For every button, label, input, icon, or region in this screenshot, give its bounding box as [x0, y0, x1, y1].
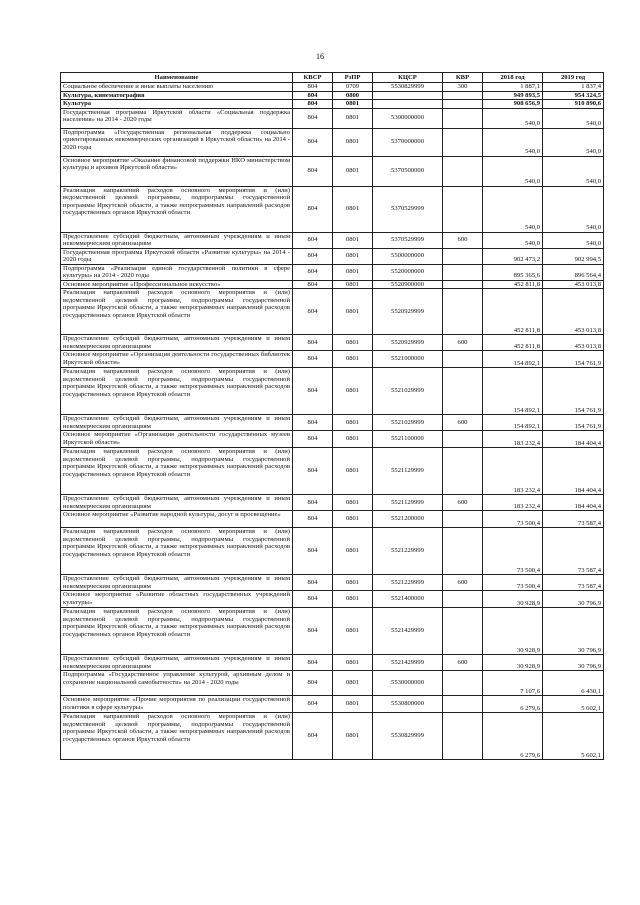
table-row [61, 511, 604, 528]
row-rzpr-cell: 0801 [333, 264, 373, 280]
row-name-cell: Реализация направлений расходов основного мероприятия и (или) ведомственной целевой программы, подпрограммы государственной программы Иркутской области, а также непрограммных направлений расходов государственных органов Иркутской области [61, 448, 293, 495]
row-rzpr-cell: 0801 [333, 248, 373, 264]
row-2019-cell: 30 796,9 [543, 591, 604, 608]
row-kcsr-cell: 5521029999 [373, 368, 443, 415]
row-kvr-cell: 600 [443, 335, 483, 351]
row-name-cell: Реализация направлений расходов основного мероприятия и (или) ведомственной целевой программы, подпрограммы государственной программы Иркутской области, а также непрограммных направлений расходов государственных органов Иркутской области [61, 528, 293, 575]
row-kvr-cell [443, 511, 483, 528]
row-name-cell: Реализация направлений расходов основного мероприятия и (или) ведомственной целевой программы, подпрограммы государственной программы Иркутской области, а также непрограммных направлений расходов государственных органов Иркутской области [61, 289, 293, 335]
row-rzpr-cell: 0709 [333, 83, 373, 92]
row-name-cell: Реализация направлений расходов основного мероприятия и (или) ведомственной целевой программы, подпрограммы государственной программы Иркутской области, а также непрограммных направлений расходов государственных органов Иркутской области [61, 713, 293, 760]
table-row [61, 248, 604, 264]
row-rzpr-cell: 0801 [333, 335, 373, 351]
column-header-kcsr: КЦСР [373, 73, 443, 83]
row-kcsr-cell: 5370529999 [373, 232, 443, 248]
row-2019-cell: 6 430,1 [543, 671, 604, 696]
row-kvr-cell [443, 91, 483, 100]
row-name-cell: Основное мероприятие «Прочие мероприятия по реализации государственной политики в сфере культуры» [61, 696, 293, 713]
table-row [61, 713, 604, 760]
row-2019-cell: 453 013,8 [543, 289, 604, 335]
row-2019-cell: 1 837,4 [543, 83, 604, 92]
row-rzpr-cell: 0801 [333, 156, 373, 186]
row-rzpr-cell: 0800 [333, 91, 373, 100]
row-kvsr-cell: 804 [293, 608, 333, 655]
row-kvsr-cell: 804 [293, 100, 333, 109]
row-2018-cell: 30 928,9 [483, 608, 543, 655]
row-kvsr-cell: 804 [293, 232, 333, 248]
row-kvsr-cell: 804 [293, 495, 333, 511]
row-kvsr-cell: 804 [293, 351, 333, 368]
row-2018-cell: 452 811,8 [483, 289, 543, 335]
row-kvr-cell [443, 156, 483, 186]
row-name-cell: Основное мероприятие «Развитие народной культуры, досуг и просвещение» [61, 511, 293, 528]
row-kcsr-cell: 5370000000 [373, 128, 443, 156]
row-rzpr-cell: 0801 [333, 100, 373, 109]
row-kcsr-cell [373, 91, 443, 100]
row-kcsr-cell: 5521229999 [373, 575, 443, 591]
column-header-kvsr: КВСР [293, 73, 333, 83]
row-kcsr-cell: 5520000000 [373, 264, 443, 280]
row-2018-cell: 154 892,1 [483, 415, 543, 431]
row-rzpr-cell: 0801 [333, 431, 373, 448]
row-name-cell: Государственная программа Иркутской области «Развитие культуры» на 2014 - 2020 годы [61, 248, 293, 264]
row-2019-cell: 540,0 [543, 108, 604, 128]
row-kvr-cell: 600 [443, 232, 483, 248]
row-rzpr-cell: 0801 [333, 671, 373, 696]
row-2018-cell: 6 279,6 [483, 713, 543, 760]
row-kvr-cell [443, 186, 483, 232]
row-name-cell: Основное мероприятие «Оказание финансовой поддержки НКО министерством культуры и архивов Иркутской области» [61, 156, 293, 186]
row-kcsr-cell: 5530829999 [373, 83, 443, 92]
row-2018-cell: 183 232,4 [483, 431, 543, 448]
column-header-2019: 2019 год [543, 73, 604, 83]
row-rzpr-cell: 0801 [333, 368, 373, 415]
row-rzpr-cell: 0801 [333, 108, 373, 128]
row-kcsr-cell: 5520900000 [373, 280, 443, 289]
row-kvsr-cell: 804 [293, 415, 333, 431]
row-kvr-cell [443, 100, 483, 109]
row-kvsr-cell: 804 [293, 83, 333, 92]
row-kcsr-cell: 5300000000 [373, 108, 443, 128]
column-header-2018: 2018 год [483, 73, 543, 83]
row-name-cell: Основное мероприятие «Организация деятельности государственных библиотек Иркутской области» [61, 351, 293, 368]
table-row [61, 280, 604, 289]
row-kvr-cell [443, 713, 483, 760]
row-name-cell: Предоставление субсидий бюджетным, автономным учреждениям и иным некоммерческим организациям [61, 495, 293, 511]
page-number: 16 [316, 52, 324, 61]
row-2018-cell: 452 811,8 [483, 335, 543, 351]
row-kcsr-cell: 5521100000 [373, 431, 443, 448]
row-kcsr-cell: 5521229999 [373, 528, 443, 575]
row-kvr-cell: 600 [443, 575, 483, 591]
row-kvsr-cell: 804 [293, 511, 333, 528]
row-kvsr-cell: 804 [293, 713, 333, 760]
row-kvsr-cell: 804 [293, 575, 333, 591]
row-2018-cell: 540,0 [483, 156, 543, 186]
row-2019-cell: 5 602,1 [543, 696, 604, 713]
row-2019-cell: 154 761,9 [543, 368, 604, 415]
row-kvr-cell: 600 [443, 495, 483, 511]
table-row [61, 289, 604, 335]
row-kvr-cell [443, 608, 483, 655]
row-kvsr-cell: 804 [293, 248, 333, 264]
row-2019-cell: 73 587,4 [543, 575, 604, 591]
row-2019-cell: 184 404,4 [543, 448, 604, 495]
row-rzpr-cell: 0801 [333, 232, 373, 248]
row-kcsr-cell: 5521429999 [373, 608, 443, 655]
row-2018-cell: 30 928,9 [483, 655, 543, 671]
row-kvsr-cell: 804 [293, 289, 333, 335]
row-kvsr-cell: 804 [293, 671, 333, 696]
table-row [61, 495, 604, 511]
row-kvr-cell: 600 [443, 655, 483, 671]
row-name-cell: Социальное обеспечение и иные выплаты населению [61, 83, 293, 92]
table-row [61, 655, 604, 671]
table-row [61, 91, 604, 100]
row-2019-cell: 184 404,4 [543, 431, 604, 448]
row-2019-cell: 540,0 [543, 232, 604, 248]
row-rzpr-cell: 0801 [333, 448, 373, 495]
row-kcsr-cell: 5521129999 [373, 495, 443, 511]
table-row [61, 608, 604, 655]
table-row [61, 100, 604, 109]
table-row [61, 128, 604, 156]
row-kvr-cell [443, 528, 483, 575]
row-2019-cell: 184 404,4 [543, 495, 604, 511]
column-header-name: Наименование [61, 73, 293, 83]
row-kvr-cell [443, 280, 483, 289]
budget-table [60, 72, 604, 760]
row-2018-cell: 452 811,8 [483, 280, 543, 289]
row-name-cell: Подпрограмма «Реализация единой государственной политики в сфере культуры» на 2014 - 2020 годы [61, 264, 293, 280]
row-kvr-cell: 300 [443, 83, 483, 92]
row-kvsr-cell: 804 [293, 431, 333, 448]
table-row [61, 448, 604, 495]
row-rzpr-cell: 0801 [333, 511, 373, 528]
row-2018-cell: 540,0 [483, 128, 543, 156]
row-2019-cell: 5 602,1 [543, 713, 604, 760]
table-row [61, 232, 604, 248]
table-row [61, 108, 604, 128]
row-name-cell: Подпрограмма «Государственная региональная поддержка социально ориентированных некоммерческих организаций в Иркутской области» на 2014 - 2020 годы [61, 128, 293, 156]
row-2018-cell: 6 279,6 [483, 696, 543, 713]
row-kvsr-cell: 804 [293, 696, 333, 713]
row-kvr-cell [443, 289, 483, 335]
row-rzpr-cell: 0801 [333, 495, 373, 511]
row-2018-cell: 540,0 [483, 232, 543, 248]
table-row [61, 415, 604, 431]
row-name-cell: Государственная программа Иркутской области «Социальная поддержка населения» на 2014 - 2020 годы [61, 108, 293, 128]
row-kcsr-cell: 5521400000 [373, 591, 443, 608]
row-2018-cell: 154 892,1 [483, 351, 543, 368]
row-2018-cell: 73 500,4 [483, 511, 543, 528]
row-rzpr-cell: 0801 [333, 289, 373, 335]
table-row [61, 186, 604, 232]
table-row [61, 156, 604, 186]
row-kvsr-cell: 804 [293, 91, 333, 100]
row-rzpr-cell: 0801 [333, 128, 373, 156]
row-name-cell: Предоставление субсидий бюджетным, автономным учреждениям и иным некоммерческим организациям [61, 415, 293, 431]
row-kvr-cell [443, 248, 483, 264]
row-kcsr-cell: 5521029999 [373, 415, 443, 431]
row-2019-cell: 954 324,5 [543, 91, 604, 100]
row-rzpr-cell: 0801 [333, 351, 373, 368]
row-kcsr-cell: 5520929999 [373, 289, 443, 335]
row-name-cell: Основное мероприятие «Организация деятельности государственных музеев Иркутской области» [61, 431, 293, 448]
row-2018-cell: 902 473,2 [483, 248, 543, 264]
row-kcsr-cell: 5500000000 [373, 248, 443, 264]
row-kvr-cell [443, 108, 483, 128]
row-name-cell: Предоставление субсидий бюджетным, автономным учреждениям и иным некоммерческим организациям [61, 232, 293, 248]
row-kvsr-cell: 804 [293, 655, 333, 671]
row-2019-cell: 540,0 [543, 128, 604, 156]
row-2019-cell: 896 564,4 [543, 264, 604, 280]
column-header-kvr: КВР [443, 73, 483, 83]
table-header-row [61, 73, 604, 83]
table-body [61, 83, 604, 760]
row-rzpr-cell: 0801 [333, 713, 373, 760]
row-2019-cell: 453 013,8 [543, 335, 604, 351]
row-kvsr-cell: 804 [293, 368, 333, 415]
row-kvsr-cell: 804 [293, 448, 333, 495]
row-rzpr-cell: 0801 [333, 696, 373, 713]
row-kvr-cell [443, 368, 483, 415]
row-2019-cell: 73 587,4 [543, 528, 604, 575]
row-rzpr-cell: 0801 [333, 608, 373, 655]
row-kcsr-cell: 5521429999 [373, 655, 443, 671]
row-name-cell: Предоставление субсидий бюджетным, автономным учреждениям и иным некоммерческим организациям [61, 575, 293, 591]
row-kcsr-cell: 5370529999 [373, 186, 443, 232]
row-2019-cell: 154 761,9 [543, 415, 604, 431]
row-name-cell: Предоставление субсидий бюджетным, автономным учреждениям и иным некоммерческим организациям [61, 655, 293, 671]
row-2018-cell: 7 107,6 [483, 671, 543, 696]
row-kcsr-cell: 5530800000 [373, 696, 443, 713]
row-name-cell: Предоставление субсидий бюджетным, автономным учреждениям и иным некоммерческим организациям [61, 335, 293, 351]
row-2019-cell: 540,0 [543, 186, 604, 232]
row-kvsr-cell: 804 [293, 280, 333, 289]
row-name-cell: Реализация направлений расходов основного мероприятия и (или) ведомственной целевой программы, подпрограммы государственной программы Иркутской области, а также непрограммных направлений расходов государственных органов Иркутской области [61, 608, 293, 655]
row-kvr-cell [443, 448, 483, 495]
row-2018-cell: 73 500,4 [483, 575, 543, 591]
row-kvr-cell [443, 351, 483, 368]
row-2019-cell: 540,0 [543, 156, 604, 186]
row-rzpr-cell: 0801 [333, 186, 373, 232]
row-kcsr-cell: 5521129999 [373, 448, 443, 495]
row-2018-cell: 183 232,4 [483, 495, 543, 511]
row-kvsr-cell: 804 [293, 128, 333, 156]
row-kcsr-cell: 5370500000 [373, 156, 443, 186]
row-kvsr-cell: 804 [293, 108, 333, 128]
row-2019-cell: 154 761,9 [543, 351, 604, 368]
row-kvr-cell [443, 431, 483, 448]
table-row [61, 528, 604, 575]
row-2019-cell: 73 587,4 [543, 511, 604, 528]
row-kcsr-cell: 5530000000 [373, 671, 443, 696]
row-rzpr-cell: 0801 [333, 591, 373, 608]
row-kvr-cell: 600 [443, 415, 483, 431]
row-2018-cell: 540,0 [483, 186, 543, 232]
row-name-cell: Подпрограмма «Государственное управление культурой, архивным делом и сохранение национальной самобытности» на 2014 - 2020 годы [61, 671, 293, 696]
row-name-cell: Культура, кинематография [61, 91, 293, 100]
table-row [61, 264, 604, 280]
row-kvr-cell [443, 671, 483, 696]
row-name-cell: Реализация направлений расходов основного мероприятия и (или) ведомственной целевой программы, подпрограммы государственной программы Иркутской области, а также непрограммных направлений расходов государственных органов Иркутской области [61, 368, 293, 415]
table-row [61, 335, 604, 351]
row-name-cell: Основное мероприятие «Развитие областных государственных учреждений культуры» [61, 591, 293, 608]
row-2018-cell: 183 232,4 [483, 448, 543, 495]
row-2018-cell: 30 928,9 [483, 591, 543, 608]
row-2019-cell: 453 013,8 [543, 280, 604, 289]
row-2018-cell: 1 887,1 [483, 83, 543, 92]
row-rzpr-cell: 0801 [333, 528, 373, 575]
column-header-rzpr: РзПР [333, 73, 373, 83]
row-rzpr-cell: 0801 [333, 280, 373, 289]
row-2019-cell: 910 890,6 [543, 100, 604, 109]
row-kcsr-cell [373, 100, 443, 109]
table-row [61, 591, 604, 608]
row-rzpr-cell: 0801 [333, 655, 373, 671]
row-rzpr-cell: 0801 [333, 415, 373, 431]
table-row [61, 83, 604, 92]
row-kvsr-cell: 804 [293, 264, 333, 280]
row-2018-cell: 73 500,4 [483, 528, 543, 575]
row-kvsr-cell: 804 [293, 591, 333, 608]
row-kvr-cell [443, 264, 483, 280]
row-2018-cell: 154 892,1 [483, 368, 543, 415]
row-kcsr-cell: 5521000000 [373, 351, 443, 368]
row-kvr-cell [443, 696, 483, 713]
table-row [61, 431, 604, 448]
table-row [61, 696, 604, 713]
row-name-cell: Реализация направлений расходов основного мероприятия и (или) ведомственной целевой программы, подпрограммы государственной программы Иркутской области, а также непрограммных направлений расходов государственных органов Иркутской области [61, 186, 293, 232]
row-name-cell: Культура [61, 100, 293, 109]
row-rzpr-cell: 0801 [333, 575, 373, 591]
row-2018-cell: 908 656,9 [483, 100, 543, 109]
row-2019-cell: 30 796,9 [543, 608, 604, 655]
row-2018-cell: 540,0 [483, 108, 543, 128]
row-2018-cell: 895 365,6 [483, 264, 543, 280]
row-2019-cell: 902 994,5 [543, 248, 604, 264]
row-2018-cell: 949 893,5 [483, 91, 543, 100]
row-kvsr-cell: 804 [293, 335, 333, 351]
table-row [61, 671, 604, 696]
row-kcsr-cell: 5530829999 [373, 713, 443, 760]
row-kcsr-cell: 5521200000 [373, 511, 443, 528]
row-kvsr-cell: 804 [293, 528, 333, 575]
row-kvsr-cell: 804 [293, 156, 333, 186]
row-kcsr-cell: 5520929999 [373, 335, 443, 351]
table-row [61, 368, 604, 415]
table-row [61, 575, 604, 591]
row-name-cell: Основное мероприятие «Профессиональное искусство» [61, 280, 293, 289]
row-kvr-cell [443, 128, 483, 156]
table-row [61, 351, 604, 368]
row-kvsr-cell: 804 [293, 186, 333, 232]
row-2019-cell: 30 796,9 [543, 655, 604, 671]
row-kvr-cell [443, 591, 483, 608]
